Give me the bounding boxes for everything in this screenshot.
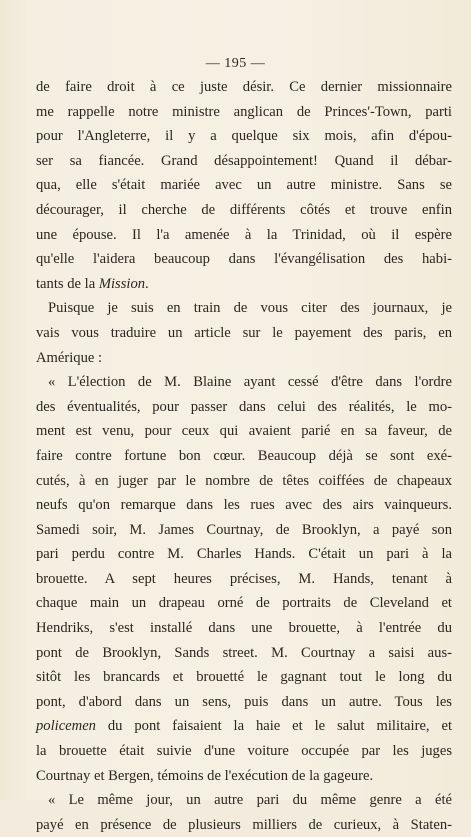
page-number: — 195 —	[205, 56, 266, 71]
text-line: la brouette était suivie d'une voiture occupée par les juges	[36, 743, 452, 760]
text-line: Hendriks, s'est installé dans une brouette, à l'entrée du	[36, 620, 452, 637]
text-line	[36, 714, 452, 739]
text-line: qua, elle s'était mariée avec un autre ministre. Sans se	[36, 177, 452, 194]
text-line: qu'elle l'aidera beaucoup dans l'évangélisation des habi-	[36, 251, 452, 268]
text-run: tants de la	[36, 275, 99, 292]
text-line: me rappelle notre ministre anglican de Princes'-Town, parti	[36, 103, 452, 120]
text-line: faire contre fortune bon cœur. Beaucoup déjà se sont exé-	[36, 447, 452, 464]
text-run: .	[145, 275, 149, 292]
text-line: Courtnay et Bergen, témoins de l'exécution de la gageure.	[36, 767, 374, 784]
text-line: chaque main un drapeau orné de portraits de Cleveland et	[36, 595, 452, 612]
text-line: « L'élection de M. Blaine ayant cessé d'être dans l'ordre	[48, 374, 452, 391]
text-line: pari perdu contre M. Charles Hands. C'était un pari à la	[36, 546, 452, 563]
text-line: Samedi soir, M. James Courtnay, de Brooklyn, a payé son	[36, 521, 452, 538]
text-line: vais vous traduire un article sur le payement des paris, en	[36, 324, 452, 341]
text-line: sitôt les brancards et brouetté le gagnant tout le long du	[36, 669, 452, 686]
body-text	[36, 75, 452, 837]
italic-word: policemen	[36, 718, 96, 735]
text-line: des éventualités, pour passer dans celui des réalités, le mo-	[36, 398, 452, 415]
text-line	[36, 272, 452, 297]
text-run: du pont faisaient la haie et le salut militaire, et	[95, 718, 452, 735]
text-line: Amérique :	[36, 349, 103, 366]
text-line: une épouse. Il l'a amenée à la Trinidad, où il espère	[36, 226, 452, 243]
text-line: de faire droit à ce juste désir. Ce dernier missionnaire	[36, 79, 452, 95]
text-line: cutés, à en juger par le nombre de têtes coiffées de chapeaux	[36, 472, 452, 489]
text-line: neufs qu'on remarque dans les rues avec des airs vainqueurs.	[36, 497, 452, 514]
text-line: ment est venu, pour ceux qui avaient parié en sa faveur, de	[36, 423, 452, 440]
text-line: Puisque je suis en train de vous citer des journaux, je	[48, 300, 452, 317]
text-line: pont de Brooklyn, Sands street. M. Courtnay a saisi aus-	[36, 644, 452, 661]
text-line: ser sa fiancée. Grand désappointement! Quand il débar-	[36, 152, 452, 169]
text-line: brouette. A sept heures précises, M. Hands, tenant à	[36, 570, 452, 587]
text-line: pont, d'abord dans un sens, puis dans un autre. Tous les	[36, 693, 452, 710]
italic-word: Mission	[98, 275, 146, 292]
text-line: payé en présence de plusieurs milliers de curieux, à Staten-	[36, 816, 452, 833]
text-line: « Le même jour, un autre pari du même genre a été	[48, 792, 452, 809]
text-line: pour l'Angleterre, il y a quelque six mois, afin d'épou-	[36, 128, 452, 145]
text-line: décourager, il cherche de différents côtés et trouve enfin	[36, 201, 452, 218]
